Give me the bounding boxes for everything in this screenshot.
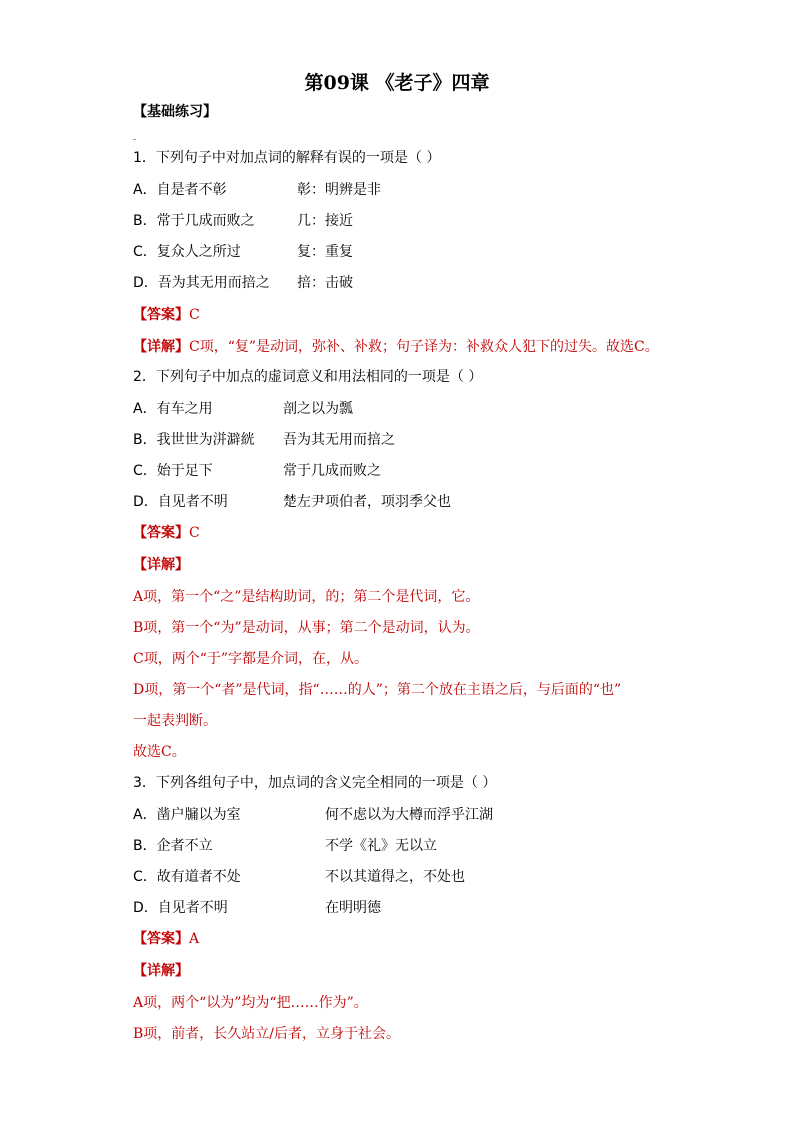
q1-option-c-text: C．复众人之所过: [133, 244, 241, 260]
q3-answer-value: A: [189, 931, 200, 947]
section-divider-mark: [133, 139, 136, 140]
q2-detail-line: 一起表判断。: [133, 713, 217, 729]
q1-detail-text: C项，“复”是动词，弥补、补救；句子译为：补救众人犯下的过失。故选C。: [189, 339, 659, 355]
q2-option-c-pair: 常于几成而败之: [283, 463, 381, 479]
q1-answer: [133, 305, 200, 325]
q2-detail-label: 【详解】: [133, 557, 189, 573]
q3-answer-label: 【答案】: [133, 931, 189, 947]
q1-option-b: [133, 211, 533, 231]
q1-option-c: [133, 242, 533, 262]
q1-option-c-gloss: 复：重复: [297, 244, 353, 260]
q1-answer-value: C: [189, 307, 200, 323]
q2-option-c: [133, 461, 533, 481]
section-heading: 【基础练习】: [133, 104, 217, 120]
q1-option-b-text: B．常于几成而败之: [133, 213, 255, 229]
q3-option-d: [133, 898, 553, 918]
q1-detail-label: 【详解】: [133, 339, 189, 355]
q3-option-d-pair: 在明明德: [325, 900, 381, 916]
q3-detail-label: 【详解】: [133, 963, 189, 979]
q3-option-b: [133, 836, 553, 856]
q2-option-b-pair: 吾为其无用而掊之: [283, 432, 395, 448]
q1-option-a: [133, 180, 533, 200]
q2-answer-value: C: [189, 525, 200, 541]
q2-detail-line: C项，两个“于”字都是介词，在，从。: [133, 651, 369, 667]
q2-option-a-pair: 剖之以为瓢: [283, 401, 353, 417]
q1-option-a-gloss: 彰：明辨是非: [297, 182, 381, 198]
q3-option-a: [133, 805, 553, 825]
q2-answer: [133, 523, 200, 543]
q2-option-c-text: C．始于足下: [133, 463, 213, 479]
page-title: 第09课 《老子》四章: [304, 72, 490, 94]
q1-option-d-text: D．吾为其无用而掊之: [133, 275, 270, 291]
q2-stem: 2．下列句子中加点的虚词意义和用法相同的一项是（ ）: [133, 369, 483, 385]
q2-option-d: [133, 492, 533, 512]
q2-detail-line: D项，第一个“者”是代词，指“……的人”；第二个放在主语之后，与后面的“也”: [133, 682, 622, 698]
q2-option-b-text: B．我世世为洴澼絖: [133, 432, 255, 448]
q3-stem: 3．下列各组句子中，加点词的含义完全相同的一项是（ ）: [133, 775, 497, 791]
q1-stem: 1．下列句子中对加点词的解释有误的一项是（ ）: [133, 150, 441, 166]
q2-option-d-text: D．自见者不明: [133, 494, 228, 510]
q3-option-c-pair: 不以其道得之，不处也: [325, 869, 465, 885]
q3-detail-line: A项，两个“以为”均为“把……作为”。: [133, 995, 368, 1011]
q2-option-b: [133, 430, 533, 450]
q3-option-c: [133, 867, 553, 887]
q1-option-d-gloss: 掊：击破: [297, 275, 353, 291]
q2-detail-line: B项，第一个“为”是动词，从事；第二个是动词，认为。: [133, 620, 480, 636]
q3-option-b-text: B．企者不立: [133, 838, 213, 854]
q1-detail: [133, 337, 659, 357]
q3-option-a-pair: 何不虑以为大樽而浮乎江湖: [325, 807, 493, 823]
q1-option-b-gloss: 几：接近: [297, 213, 353, 229]
q2-option-d-pair: 楚左尹项伯者，项羽季父也: [283, 494, 451, 510]
q2-detail-line: A项，第一个“之”是结构助词，的；第二个是代词，它。: [133, 589, 480, 605]
q2-option-a-text: A．有车之用: [133, 401, 213, 417]
q2-answer-label: 【答案】: [133, 525, 189, 541]
q3-option-a-text: A．凿户牖以为室: [133, 807, 241, 823]
q3-option-b-pair: 不学《礼》无以立: [325, 838, 437, 854]
q3-option-d-text: D．自见者不明: [133, 900, 228, 916]
q2-detail-line: 故选C。: [133, 744, 186, 760]
q3-detail-line: B项，前者，长久站立/后者，立身于社会。: [133, 1026, 401, 1042]
q3-answer: [133, 929, 199, 949]
q3-option-c-text: C．故有道者不处: [133, 869, 241, 885]
q2-option-a: [133, 399, 533, 419]
q1-option-a-text: A．自是者不彰: [133, 182, 227, 198]
q1-option-d: [133, 273, 533, 293]
q1-answer-label: 【答案】: [133, 307, 189, 323]
